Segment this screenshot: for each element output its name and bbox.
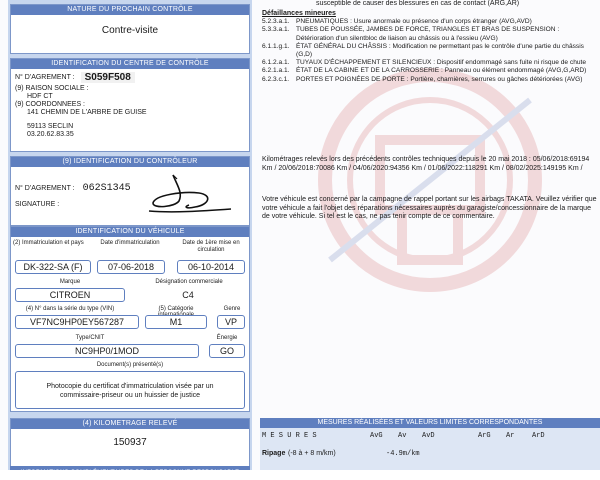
reg-value: DK-322-SA (F) [15,260,91,274]
col-ar: Ar [506,432,515,440]
defect-code: 6.1.1.g.1. [262,42,290,50]
defect-code: 5.3.3.a.1. [262,26,290,34]
col-avg: AvG [370,432,383,440]
cat-label: (5) Catégorie [158,306,194,312]
date-reg-label: Date d'immatriculation [100,240,160,246]
docs-value: Photocopie du certificat d'immatriculation visée par un commissaire-priseur ou un huissier de justice [15,371,245,409]
brand-label: Marque [59,279,81,285]
center-identification-header: IDENTIFICATION DU CENTRE DE CONTRÔLE [11,59,249,69]
km-history-text: Kilométrages relevés lors des précédents contrôles techniques depuis le 20 mai 2018 : 05/06/2018:69194 Km / 20/06/2018:70086 Km / 04/06/2020:94356 Km / 01/06/2022:118291 Km / 08/02/2025:149195 Km / [262,156,590,172]
energy-value: GO [209,344,245,358]
vin-value: VF7NC9HP0EY567287 [15,315,139,329]
defect-text: TUYAUX D'ÉCHAPPEMENT ET SILENCIEUX : Dispositif endommagé sans fuite ni risque de chute [296,59,587,67]
genre-label: Genre [223,306,241,312]
type-label: Type/CNIT [75,335,105,341]
col-av: Av [398,432,407,440]
center-identification-box [10,58,250,152]
defect-code: 6.1.2.a.1. [262,59,290,67]
mileage-header: (4) KILOMETRAGE RELEVÉ [11,419,249,429]
first-circ-label: Date de 1ère mise en circulation [182,240,240,253]
col-ard: ArD [532,432,545,440]
measurements-header: MESURES RÉALISÉES ET VALEURS LIMITES CORRESPONDANTES [260,418,600,428]
mileage-value: 150937 [113,437,147,448]
left-column [8,0,252,476]
city-line: 59113 SECLIN [27,123,74,130]
vehicle-box [10,226,250,412]
signature-image [143,171,235,217]
complementary-info-header: INFORMATIONS COMPLÉMENTAIRES DE LA PERSONNE RESPONSABLE [10,466,250,470]
measurements-title: M E S U R E S [262,432,317,440]
defect-item [262,76,598,84]
defects-title: Défaillances mineures [262,10,336,17]
defect-text: ÉTAT GÉNÉRAL DU CHÂSSIS : Modification ne permettant pas le contrôle d'une partie du châssis (G,D) [296,42,584,59]
vehicle-header: IDENTIFICATION DU VÉHICULE [11,227,249,237]
defect-code: 5.2.3.a.1. [262,18,290,26]
defect-item [262,67,598,75]
genre-value: VP [217,315,245,329]
phone-line: 03.20.62.83.35 [27,131,74,138]
defect-item [262,26,598,42]
vin-label: (4) N° dans la série du type (VIN) [25,306,115,312]
col-avd: AvD [422,432,435,440]
energy-label: Énergie [216,335,238,341]
defect-code: 6.2.3.c.1. [262,75,290,83]
mileage-box [10,418,250,470]
ripage-value: -4.9m/km [386,450,420,458]
inspector-agreement-label: N° D'AGREMENT : [15,185,75,192]
cat-value: M1 [145,315,207,329]
defect-item [262,43,598,59]
inspector-agreement-value: 062S1345 [82,183,131,194]
inspector-box [10,156,250,226]
watermark-emblem [310,60,550,300]
right-column [260,0,600,470]
reg-label: (2) Immatriculation et pays [13,240,84,246]
model-label: Désignation commerciale [155,279,223,285]
intro-line: susceptible de causer des blessures en cas de contact (ARG,AR) [316,0,520,7]
brand-value: CITROEN [15,288,125,302]
center-agreement-label: N° D'AGREMENT : [15,74,75,81]
first-circ-value: 06-10-2014 [177,260,245,274]
defect-text: PNEUMATIQUES : Usure anormale ou présence d'un corps étranger (AVG,AVD) [296,18,532,26]
defect-code: 6.2.1.a.1. [262,67,290,75]
coords-label: (9) COORDONNEES : [15,101,86,108]
type-value: NC9HP0/1MOD [15,344,199,358]
company-label: (9) RAISON SOCIALE : [15,85,89,92]
next-inspection-header: NATURE DU PROCHAIN CONTRÔLE [11,5,249,15]
docs-label: Document(s) présenté(s) [96,362,164,368]
next-inspection-box [10,4,250,54]
defects-list [262,10,598,84]
company-value: HDF CT [27,93,53,100]
defect-text: TUBES DE POUSSÉE, JAMBES DE FORCE, TRIANGLES ET BRAS DE SUSPENSION : Détérioration d'un silentbloc de liaison au châssis ou à l'essieu (AVG) [296,26,560,42]
center-agreement-value: S059F508 [81,72,135,83]
measurements-panel [260,428,600,470]
date-reg-value: 07-06-2018 [97,260,165,274]
model-value: C4 [131,288,245,302]
next-inspection-value: Contre-visite [101,25,159,36]
ripage-limit: (-8 à + 8 m/km) [288,450,336,457]
signature-label: SIGNATURE : [15,201,60,208]
recall-notice-text: Votre véhicule est concerné par la campagne de rappel portant sur les airbags TAKATA. Veuillez vérifier que votre véhicule a fait l'objet des réparations nécessaires auprès du garagiste/concessionnaire de la marque de votre véhicule. Si tel est le cas, ne pas tenir compte de ce commentaire. [262,196,597,220]
address-line: 141 CHEMIN DE L'ARBRE DE GUISE [27,109,147,116]
col-arg: ArG [478,432,491,440]
defect-text: ÉTAT DE LA CABINE ET DE LA CARROSSERIE : Panneau ou élément endommagé (AVG,G,ARD) [296,67,587,75]
ripage-label: Ripage [262,450,286,457]
defect-text: PORTES ET POIGNÉES DE PORTE : Portière, charnières, serrures ou gâches détériorées (AVG) [296,75,583,83]
inspector-header: (9) IDENTIFICATION DU CONTRÔLEUR [11,157,249,167]
